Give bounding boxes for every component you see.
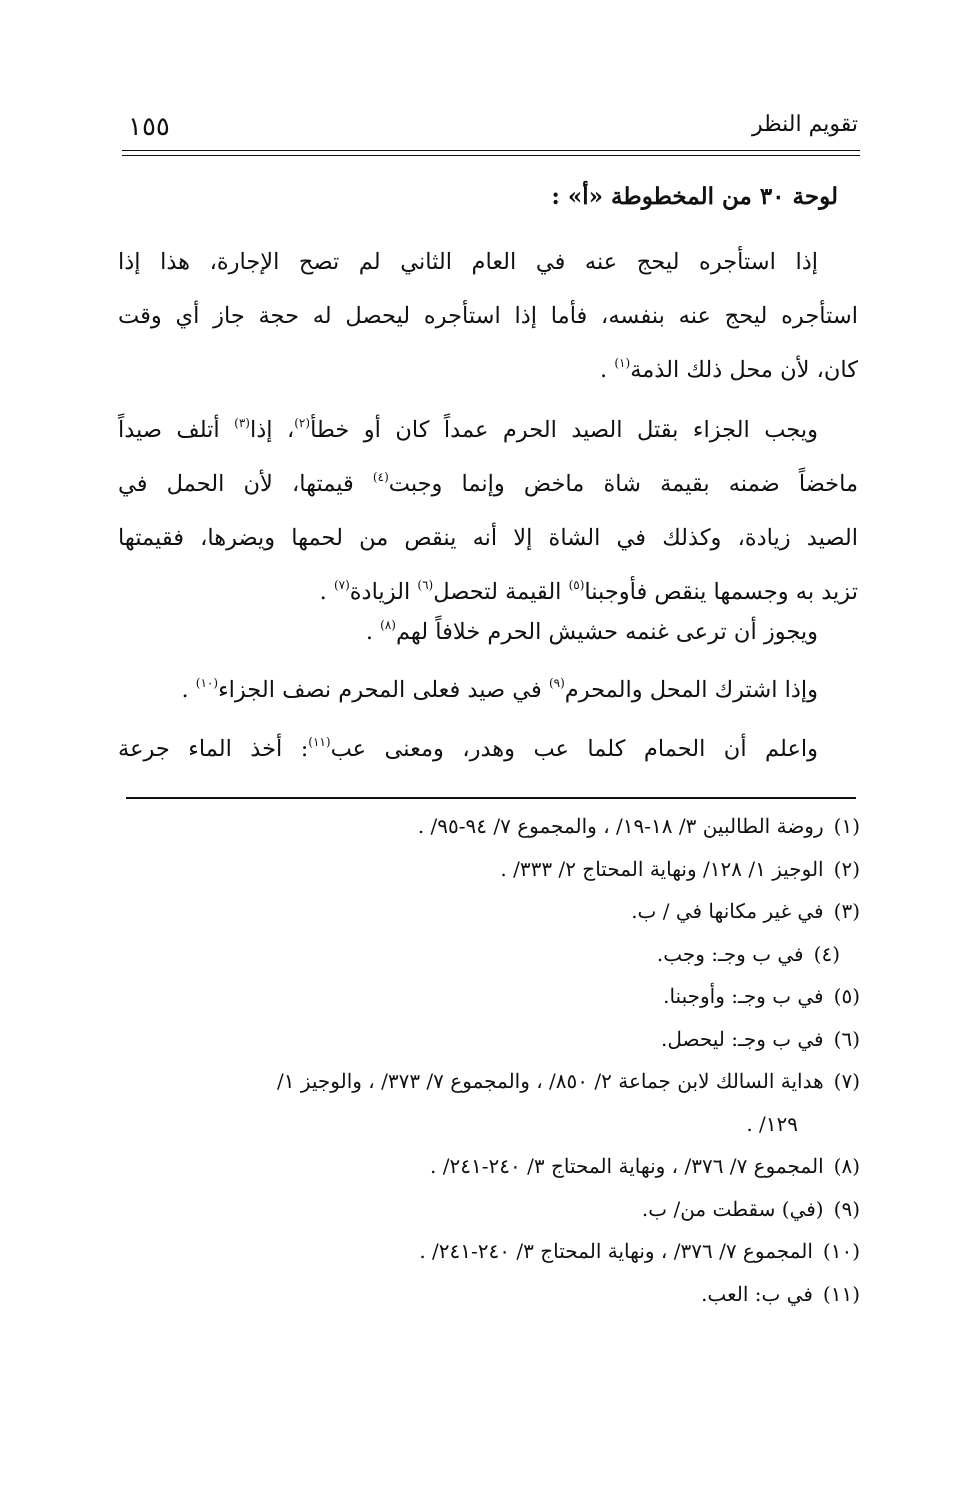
paragraph-3 bbox=[118, 605, 858, 659]
page-header bbox=[122, 112, 858, 148]
footnote-text: في ب وجـ: وأوجبنا. bbox=[663, 984, 824, 1008]
footnote-number: (٤) bbox=[813, 941, 840, 966]
footnote-number: (٩) bbox=[833, 1196, 860, 1221]
footnote-text: في غير مكانها في / ب. bbox=[631, 899, 824, 923]
footnote-7-continuation: ١٢٩/ . bbox=[746, 1111, 798, 1136]
footnote-number: (٢) bbox=[833, 856, 860, 881]
text-line: وإذا اشترك المحل والمحرم$^{(٩)}$ في صيد فعلى المحرم نصف الجزاء$^{(١٠)}$ . bbox=[181, 676, 818, 703]
footnote-ref: (٦) bbox=[417, 578, 434, 592]
text-line: الصيد زيادة، وكذلك في الشاة إلا أنه ينقص من لحمها ويضرها، فقيمتها bbox=[118, 525, 858, 551]
footnote-separator bbox=[126, 797, 856, 799]
text-line: واعلم أن الحمام كلما عب وهدر، ومعنى عب$^{(١١)}$: أخذ الماء جرعة bbox=[118, 735, 818, 762]
footnote-11 bbox=[120, 1273, 860, 1316]
footnote-ref: (١) bbox=[614, 356, 631, 370]
footnote-3 bbox=[120, 890, 860, 933]
header-rule-bottom bbox=[122, 155, 860, 156]
footnote-ref: (٩) bbox=[548, 676, 565, 690]
footnote-text: الوجيز ١/ ١٢٨/ ونهاية المحتاج ٢/ ٣٣٣/ . bbox=[500, 856, 824, 881]
footnote-text: في ب وجـ: ليحصل. bbox=[660, 1026, 824, 1051]
text-line: استأجره ليحج عنه بنفسه، فأما إذا استأجره ليحصل له حجة جاز أي وقت bbox=[118, 303, 858, 329]
footnote-ref: (٨) bbox=[380, 618, 396, 632]
footnote-10 bbox=[120, 1230, 860, 1273]
footnote-1 bbox=[120, 805, 860, 848]
section-heading: لوحة ٣٠ من المخطوطة «أ» : bbox=[551, 183, 838, 210]
text-line: ماخضاً ضمنه بقيمة شاة ماخض وإنما وجبت$^{(٤)}$ قيمتها، لأن الحمل في bbox=[118, 470, 858, 497]
paragraph-1 bbox=[118, 235, 858, 397]
text-line: ويجب الجزاء بقتل الصيد الحرم عمداً كان أو خطأ$^{(٢)}$، إذا$^{(٣)}$ أتلف صيداً bbox=[118, 416, 819, 443]
text-line: كان، لأن محل ذلك الذمة$^{(١)}$ . bbox=[600, 356, 858, 383]
footnote-4 bbox=[120, 933, 860, 976]
footnote-number: (١٠) bbox=[822, 1239, 860, 1263]
paragraph-4 bbox=[118, 663, 858, 717]
header-rule-top bbox=[122, 150, 860, 151]
footnote-text: المجموع ٧/ ٣٧٦/ ، ونهاية المحتاج ٣/ ٢٤٠-٢٤١/ . bbox=[419, 1239, 813, 1263]
paragraph-2 bbox=[118, 403, 858, 619]
footnotes bbox=[120, 805, 860, 1315]
footnote-number: (٧) bbox=[833, 1069, 860, 1093]
footnote-number: (١١) bbox=[822, 1281, 860, 1306]
paragraph-5 bbox=[118, 722, 858, 776]
footnote-text: روضة الطالبين ٣/ ١٨-١٩/ ، والمجموع ٧/ ٩٤-٩٥/ . bbox=[417, 814, 824, 838]
footnote-number: (٥) bbox=[833, 984, 860, 1008]
footnote-text: المجموع ٧/ ٣٧٦/ ، ونهاية المحتاج ٣/ ٢٤٠-٢٤١/ . bbox=[430, 1154, 824, 1178]
footnote-number: (٨) bbox=[833, 1154, 860, 1178]
footnote-6 bbox=[120, 1018, 860, 1061]
footnote-number: (٦) bbox=[833, 1026, 860, 1051]
footnote-text: في ب وجـ: وجب. bbox=[656, 941, 804, 966]
footnote-ref: (٢) bbox=[294, 416, 311, 430]
footnote-ref: (٧) bbox=[333, 578, 350, 592]
footnote-2 bbox=[120, 848, 860, 891]
running-title: تقويم النظر bbox=[751, 112, 858, 137]
footnote-ref: (٥) bbox=[568, 578, 585, 592]
footnote-ref: (١١) bbox=[308, 735, 331, 749]
footnote-ref: (١٠) bbox=[195, 676, 219, 690]
text-line: ويجوز أن ترعى غنمه حشيش الحرم خلافاً لهم$^{(٨)}$ . bbox=[365, 618, 818, 645]
footnote-9 bbox=[120, 1188, 860, 1231]
footnote-8 bbox=[120, 1145, 860, 1188]
page-number: ١٥٥ bbox=[128, 112, 170, 142]
footnote-text: في ب: العب. bbox=[701, 1281, 813, 1306]
footnote-7 bbox=[120, 1060, 860, 1103]
footnote-text: (في) سقطت من/ ب. bbox=[641, 1196, 824, 1221]
footnote-number: (١) bbox=[833, 814, 860, 838]
footnote-number: (٣) bbox=[833, 899, 860, 923]
footnote-text: هداية السالك لابن جماعة ٢/ ٨٥٠/ ، والمجموع ٧/ ٣٧٣/ ، والوجيز ١/ bbox=[276, 1069, 824, 1093]
footnote-ref: (٤) bbox=[372, 470, 389, 484]
text-line: تزيد به وجسمها ينقص فأوجبنا$^{(٥)}$ القيمة لتحصل$^{(٦)}$ الزيادة$^{(٧)}$ . bbox=[319, 578, 858, 605]
footnote-ref: (٣) bbox=[234, 416, 250, 430]
text-line: إذا استأجره ليحج عنه في العام الثاني لم تصح الإجارة، هذا إذا bbox=[118, 249, 818, 275]
footnote-5 bbox=[120, 975, 860, 1018]
